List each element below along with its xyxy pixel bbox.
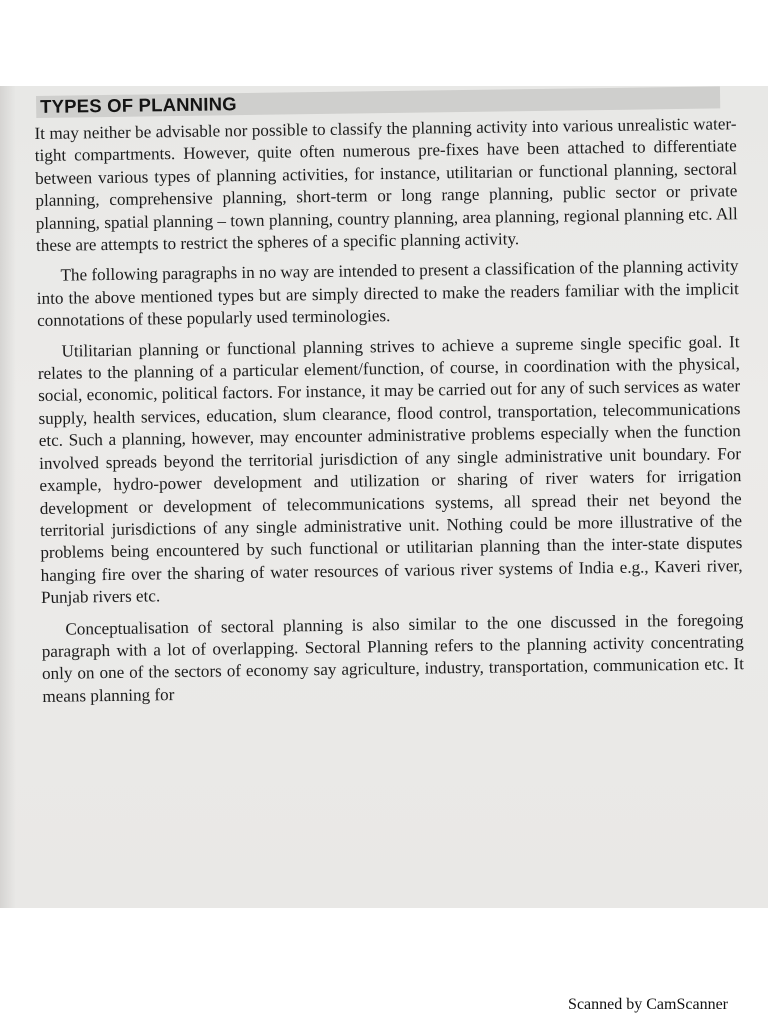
paragraph-2: The following paragraphs in no way are intended to present a classification of the planning activity into the above mentioned types but are simply directed to make the readers familiar with the implicit connotations of these popularly used terminologies. <box>36 256 739 331</box>
section-heading: TYPES OF PLANNING <box>39 93 237 117</box>
paragraph-1: It may neither be advisable nor possible to classify the planning activity into various unrealistic water-tight compartments. However, quite often numerous pre-fixes have been attached to differentiate between various types of planning activities, for instance, utilitarian or functional planning, sectoral planning, comprehensive planning, short-term or long range planning, public sector or private planning, spatial planning – town planning, country planning, area planning, regional planning etc. All these are attempts to restrict the spheres of a specific planning activity. <box>34 114 738 256</box>
paragraph-3: Utilitarian planning or functional planning strives to achieve a supreme single specific goal. It relates to the planning of a particular element/function, of course, in coordination with the physical, social, economic, political factors. For instance, it may be carried out for any of such services as water supply, health services, education, slum clearance, flood control, transportation, telecommunications etc. Such a planning, however, may encounter administrative problems especially when the function involved spreads beyond the territorial jurisdiction of any single administrative unit boundary. For example, hydro-power development and utilization or sharing of river waters for irrigation development or development of telecommunications systems, all spread their net beyond the territorial jurisdictions of any single administrative unit. Nothing could be more illustrative of the problems being encountered by such functional or utilitarian planning than the inter-state disputes hanging fire over the sharing of water resources of various river systems of India e.g., Kaveri river, Punjab rivers etc. <box>37 331 743 608</box>
page-shadow-edge <box>0 86 16 908</box>
scanned-page <box>0 86 768 908</box>
section-heading-bar <box>36 86 720 118</box>
page-text-block <box>34 86 744 708</box>
scanner-watermark: Scanned by CamScanner <box>568 996 728 1013</box>
paragraph-4: Conceptualisation of sectoral planning is also similar to the one discussed in the foregoing paragraph with a lot of overlapping. Sectoral Planning refers to the planning activity concentrating only on one of the sectors of economy say agriculture, industry, transportation, communication etc. It means planning for <box>41 609 745 706</box>
